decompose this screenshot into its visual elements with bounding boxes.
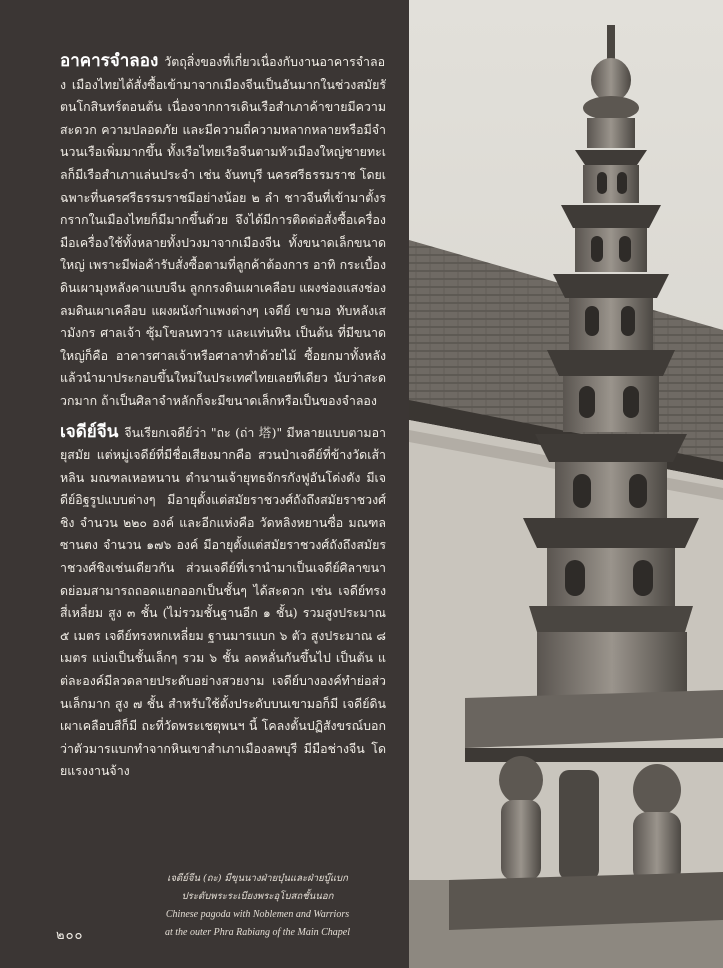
caption-thai-line-1: เจดีย์จีน (ถะ) มีขุนนางฝ่ายบุ๋นและฝ่ายบู๊แบก	[167, 873, 348, 884]
body-text	[60, 50, 386, 791]
page-number: ๒๐๐	[56, 928, 84, 943]
caption-thai-line-2: ประดับพระระเบียงพระอุโบสถชั้นนอก	[181, 891, 334, 902]
pagoda-photo	[409, 0, 723, 968]
paragraph-chinese-pagoda	[60, 421, 386, 784]
section-title-chinese-pagoda: เจดีย์จีน	[60, 421, 119, 442]
section-body-chinese-pagoda: จีนเรียกเจดีย์ว่า "ถะ (ถ่า 塔)" มีหลายแบบตามอายุสมัย แต่หมู่เจดีย์ที่มีชื่อเสียงมากคือ สวนป่าเจดีย์ที่ข้างวัดเส้าหลิน มณฑลเหอหนาน ตำนานเจ้ายุทธจักรกังฟูอันโด่งดัง มีเจดีย์อิฐรูปแบบต่างๆ มีอายุตั้งแต่สมัยราชวงศ์ถังถึงสมัยราชวงศ์ชิง จำนวน ๒๒๐ องค์ และอีกแห่งคือ วัดหลิงหยานซื่อ มณฑลซานตง จำนวน ๑๗๖ องค์ มีอายุตั้งแต่สมัยราชวงศ์ถังถึงสมัยราชวงศ์ชิงเช่นเดียวกัน ส่วนเจดีย์ที่เรานำมาเป็นเจดีย์ศิลาขนาดย่อมสามารถถอดแยกออกเป็นชั้นๆ ได้สะดวก เช่น เจดีย์ทรงสี่เหลี่ยม สูง ๓ ชั้น (ไม่รวมชั้นฐานอีก ๑ ชั้น) รวมสูงประมาณ ๕ เมตร เจดีย์ทรงหกเหลี่ยม ฐานมารแบก ๖ ตัว สูงประมาณ ๘ เมตร แบ่งเป็นชั้นเล็กๆ รวม ๖ ชั้น ลดหลั่นกันขึ้นไป เป็นต้น แต่ละองค์มีลวดลายประดับอย่างสวยงาม เจดีย์บางองค์ทำย่อส่วนเล็กมาก สูง ๗ ชั้น สำหรับใช้ตั้งประดับบนเขามอก็มี เจดีย์ดินเผาเคลือบสีก็มี ถะที่วัดพระเชตุพนฯ นี้ โคลงตั้นปฏิสังขรณ์บอกว่าตัวมารแบกทำจากหินเขาสำเภาเมืองลพบุรี มีมือช่างจีน โดยแรงงานจ้าง	[60, 424, 386, 779]
caption-english-line-1: Chinese pagoda with Noblemen and Warriors	[165, 909, 350, 920]
section-body-replica-buildings: วัตถุสิ่งของที่เกี่ยวเนื่องกับงานอาคารจำลอง เมืองไทยได้สั่งซื้อเข้ามาจากเมืองจีนเป็นอันมากในช่วงสมัยรัตนโกสินทร์ตอนต้น เนื่องจากการเดินเรือสำเภาค้าขายมีความสะดวก ความปลอดภัย และมีความถี่ความหลากหลายหรือมีจำนวนเรือเพิ่มมากขึ้น ทั้งเรือไทยเรือจีนตามหัวเมืองใหญ่ชายทะเลก็มีเรือสำเภาแล่นประจำ เช่น จันทบุรี นครศรีธรรมราช โดยเฉพาะที่นครศรีธรรมราชมีอย่างน้อย ๒ ลำ ชาวจีนที่เข้ามาตั้งรกรากในเมืองไทยก็มีมากขึ้นด้วย จึงได้มีการติดต่อสั่งซื้อเครื่องมือเครื่องใช้ทั้งหลายทั้งปวงมาจากเมืองจีน ทั้งขนาดเล็กขนาดใหญ่ เพราะมีพ่อค้ารับสั่งซื้อตามที่ลูกค้าต้องการ อาทิ กระเบื้องดินเผามุงหลังคาแบบจีน ลูกกรงดินเผาเคลือบ แผงช่องแสงช่องลมดินเผาเคลือบ แผงผนังกำแพงต่างๆ เจดีย์ เขามอ ทับหลังเสามังกร ศาลเจ้า ซุ้มโขลนทวาร และแท่นหิน เป็นต้น ที่มีขนาดใหญ่ก็คือ อาคารศาลเจ้าหรือศาลาทำด้วยไม้ ซื้อยกมาทั้งหลัง แล้วนำมาประกอบขึ้นใหม่ในประเทศไทยเลยทีเดียว นับว่าสะดวกมาก ถ้าเป็นศิลาจำหลักก็จะมีขนาดเล็กหรือเป็นของจำลอง	[60, 54, 386, 408]
caption-english-line-2: at the outer Phra Rabiang of the Main Chapel	[165, 927, 350, 938]
section-title-replica-buildings: อาคารจำลอง	[60, 51, 159, 71]
pagoda-photo-illustration	[409, 0, 723, 968]
photo-caption	[150, 870, 365, 942]
paragraph-replica-buildings	[60, 50, 386, 413]
